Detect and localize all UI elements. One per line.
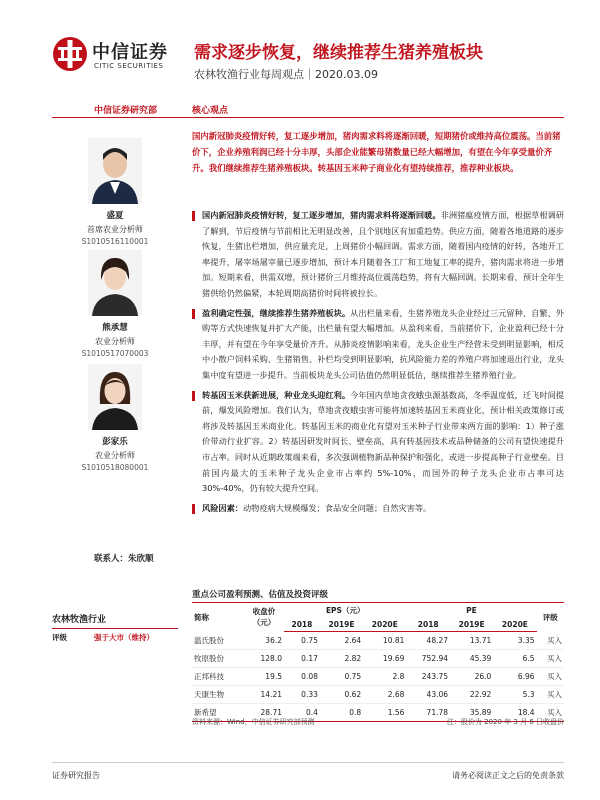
cell-pe: 43.06: [406, 685, 450, 703]
report-title: 需求逐步恢复，继续推荐生猪养殖板块: [194, 43, 483, 63]
cell-pe: 35.89: [450, 703, 493, 721]
industry-name: 农林牧渔行业: [52, 612, 178, 629]
contact-person: 联系人：朱欣顺: [94, 554, 154, 564]
cell-price: 14.21: [244, 685, 284, 703]
bullet-marker: [192, 391, 195, 401]
key-point: [192, 306, 564, 384]
logo-text-en: CITIC SECURITIES: [94, 62, 164, 70]
core-view-heading: 核心观点: [192, 106, 229, 116]
table-row: [192, 632, 564, 650]
cell-eps: 1.56: [363, 703, 406, 721]
cell-eps: 0.4: [284, 703, 320, 721]
report-header: [0, 0, 600, 96]
cell-name: 新希望: [192, 703, 244, 721]
table-note: 注：股价为 2020 年 3 月 6 日收盘价: [446, 718, 564, 726]
col-name: 简称: [192, 603, 244, 632]
cell-eps: 0.17: [284, 649, 320, 667]
cell-eps: 0.08: [284, 667, 320, 685]
col-pe: PE: [406, 603, 536, 619]
cell-rating: 买入: [537, 667, 564, 685]
cell-pe: 26.0: [450, 667, 493, 685]
col-year: 2018: [406, 618, 450, 632]
key-point-heading: 转基因玉米获新进展，种业龙头迎红利。: [202, 389, 351, 400]
bullet-marker: [192, 504, 195, 514]
core-view-text: 国内新冠肺炎疫情好转，复工逐步增加，猪肉需求料将逐渐回暖，短期猪价或维持高位震荡。当前猪价下，企业养殖利润已经十分丰厚，头部企业能繁母猪数量已经大幅增加，有望在今年享受量价齐升。我们继续推荐生猪养殖板块。转基因玉米种子商业化有望持续推荐，推荐种业板块。: [192, 131, 561, 173]
cell-pe: 45.39: [450, 649, 493, 667]
analyst-card: [52, 250, 178, 360]
cell-rating: 买入: [537, 632, 564, 650]
cell-eps: 0.62: [320, 685, 363, 703]
cell-eps: 2.68: [363, 685, 406, 703]
analyst-role: 农业分析师: [95, 337, 135, 346]
cell-eps: 2.8: [363, 667, 406, 685]
analyst-name: 彭家乐: [102, 437, 128, 447]
key-point-heading: 盈利确定性强，继续推荐生猪养殖板块。: [202, 307, 351, 318]
cell-pe: 22.92: [450, 685, 493, 703]
bullet-marker: [192, 211, 195, 221]
cell-eps: 0.8: [320, 703, 363, 721]
col-year: 2020E: [363, 618, 406, 632]
cell-pe: 18.4: [493, 703, 536, 721]
cell-pe: 243.75: [406, 667, 450, 685]
rating-value: 强于大市（维持）: [94, 633, 154, 642]
table-row: [192, 667, 564, 685]
col-rating: 评级: [537, 603, 564, 632]
cell-eps: 0.75: [320, 667, 363, 685]
col-year: 2019E: [320, 618, 363, 632]
analyst-card: [52, 364, 178, 474]
cell-price: 19.5: [244, 667, 284, 685]
table-footnote: [192, 717, 564, 727]
analyst-name: 盛夏: [106, 211, 124, 221]
cell-rating: 买入: [537, 649, 564, 667]
key-point: [192, 388, 564, 497]
key-point-heading: 风险因素：: [202, 502, 243, 513]
footer-right: 请务必阅读正文之后的免责条款: [452, 771, 564, 780]
rating-label: 评级: [52, 633, 67, 642]
cell-rating: 买入: [537, 685, 564, 703]
industry-rating-box: [52, 612, 178, 643]
cell-pe: 13.71: [450, 632, 493, 650]
key-points: [192, 208, 564, 520]
cell-eps: 0.33: [284, 685, 320, 703]
cell-pe: 71.78: [406, 703, 450, 721]
cell-eps: 19.69: [363, 649, 406, 667]
table-row: [192, 649, 564, 667]
footer-divider: [52, 762, 564, 763]
cell-pe: 5.3: [493, 685, 536, 703]
cell-eps: 0.75: [284, 632, 320, 650]
cell-eps: 10.81: [363, 632, 406, 650]
col-year: 2019E: [450, 618, 493, 632]
cell-eps: 2.64: [320, 632, 363, 650]
cell-pe: 6.5: [493, 649, 536, 667]
earnings-table: [192, 602, 564, 722]
logo-text-cn: 中信证券: [92, 42, 168, 63]
col-eps: EPS（元）: [284, 603, 406, 619]
divider: [52, 117, 564, 118]
analyst-role: 首席农业分析师: [87, 225, 143, 234]
cell-eps: 2.82: [320, 649, 363, 667]
analyst-id: S1010517070003: [81, 349, 149, 358]
cell-price: 36.2: [244, 632, 284, 650]
cell-name: 牧原股份: [192, 649, 244, 667]
table-row: [192, 685, 564, 703]
cell-price: 128.0: [244, 649, 284, 667]
bullet-marker: [192, 309, 195, 319]
key-point-heading: 国内新冠肺炎疫情好转，复工逐步增加，猪肉需求料将逐渐回暖。: [202, 210, 441, 220]
table-source: 资料来源：Wind，中信证券研究部预测: [192, 718, 315, 726]
cell-pe: 48.27: [406, 632, 450, 650]
footer-left: 证券研究报告: [52, 771, 100, 780]
cell-price: 28.71: [244, 703, 284, 721]
avatar: [88, 250, 142, 316]
analyst-name: 熊承慧: [102, 323, 128, 333]
col-year: 2020E: [493, 618, 536, 632]
key-point-text: 从出栏量来看，生猪养殖龙头企业经过三元留种、自繁、外购等方式快速恢复并扩大产能，出栏量有望大幅增加。从盈利来看，当前猪价下，企业盈利已经十分丰厚，并有望在今年享受量价齐升。从肺炎疫情影响来看，龙头企业生产经营未受到明显影响，相反中小散户饲料采购、生猪销售、补栏均受到明显影响，抗风险能力差的养殖户将加速退出行业，龙头集中度有望进一步提升。当前板块龙头公司估值仍然明显低估，继续推荐生猪养殖行业。: [202, 307, 564, 380]
key-point-text: 动物疫病大规模爆发；食品安全问题；自然灾害等。: [242, 502, 432, 513]
citic-logo-icon: [52, 36, 88, 72]
cell-name: 天康生物: [192, 685, 244, 703]
col-year: 2018: [284, 618, 320, 632]
key-point-text: 今年国内草地贪夜蛾虫源基数高，冬季温度低，迁飞时间提前，爆发风险增加。我们认为，草地贪夜蛾虫害可能将加速转基因玉米商业化，预计相关政策修订或将涉及转基因玉米商业化。转基因玉米的商业化有望对玉米种子行业带来两方面的影响：1）种子涨价带动行业扩容。2）转基因研发时间长、壁垒高，具有转基因技术或品种储备的公司有望快速提升市占率。同时从近期政策端来看，多次强调植物新品种保护和强化，或进一步提高种子行业壁垒。目前国内最大的玉米种子龙头企业市占率约 5%-10%，而国外的种子龙头企业市占率可达 30%-40%，仍有较大提升空间。: [202, 389, 564, 494]
avatar: [88, 138, 142, 204]
table-title: 重点公司盈利预测、估值及投资评级: [192, 590, 329, 600]
report-subtitle: 农林牧渔行业每周观点｜2020.03.09: [194, 68, 378, 81]
research-dept: 中信证券研究部: [94, 106, 158, 116]
key-point-text: 非洲猪瘟疫情方面，根据草根调研了解到，节后疫情与节前相比无明显改善，且个别地区有加重趋势。供应方面，随着各地道路的逐步恢复，生猪出栏增加，供应量充足，上周猪价小幅回调。需求方面，随着国内疫情的好转，各地开工率提升，屠宰场屠宰量已逐步增加，预计本月随着各工厂和工地复工率的提升，猪肉需求将进一步增加。短期来看，供需双增，预计猪价三月维持高位震荡趋势，将有大幅回调。长期来看，预计全年生猪供给仍然偏紧，本轮周期高猪价时间将被拉长。: [202, 210, 564, 298]
key-point: [192, 208, 564, 302]
cell-rating: 买入: [537, 703, 564, 721]
rating-row: [52, 629, 178, 643]
key-point: [192, 501, 564, 517]
cell-pe: 3.35: [493, 632, 536, 650]
col-price: 收盘价（元）: [244, 603, 284, 632]
cell-name: 温氏股份: [192, 632, 244, 650]
analyst-id: S1010516110001: [81, 237, 149, 246]
cell-pe: 752.94: [406, 649, 450, 667]
cell-name: 正邦科技: [192, 667, 244, 685]
analyst-id: S1010518080001: [81, 463, 149, 472]
analyst-role: 农业分析师: [95, 451, 135, 460]
analyst-card: [52, 138, 178, 248]
avatar: [88, 364, 142, 430]
cell-pe: 6.96: [493, 667, 536, 685]
